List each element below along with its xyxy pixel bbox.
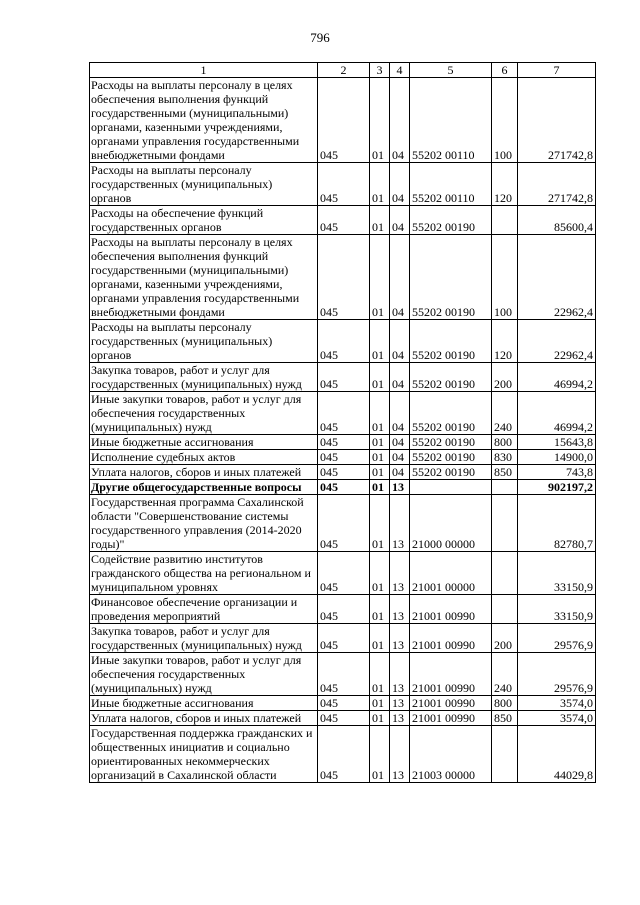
row-amount-cell: 29576,9 xyxy=(518,624,596,653)
row-target-article-cell: 21000 00000 xyxy=(410,495,492,552)
row-subsection-cell: 13 xyxy=(390,624,410,653)
table-row xyxy=(90,450,596,465)
row-expense-type-cell: 800 xyxy=(492,696,518,711)
row-target-article-cell: 55202 00190 xyxy=(410,450,492,465)
row-subsection-cell: 04 xyxy=(390,320,410,363)
table-row xyxy=(90,320,596,363)
row-section-cell: 01 xyxy=(370,595,390,624)
row-subsection-cell: 13 xyxy=(390,711,410,726)
row-name-cell: Иные закупки товаров, работ и услуг для обеспечения государственных (муниципальных) нужд xyxy=(90,392,318,435)
row-admin-code-cell: 045 xyxy=(318,624,370,653)
row-name-cell: Закупка товаров, работ и услуг для государственных (муниципальных) нужд xyxy=(90,363,318,392)
row-section-cell: 01 xyxy=(370,552,390,595)
row-name-cell: Государственная программа Сахалинской области "Совершенствование системы государственного управления (2014-2020 годы)" xyxy=(90,495,318,552)
table-row xyxy=(90,435,596,450)
row-subsection-cell: 13 xyxy=(390,552,410,595)
table-row xyxy=(90,392,596,435)
header-cell: 6 xyxy=(492,63,518,78)
row-admin-code-cell: 045 xyxy=(318,595,370,624)
row-section-cell: 01 xyxy=(370,653,390,696)
row-admin-code-cell: 045 xyxy=(318,235,370,320)
table-header-row xyxy=(90,63,596,78)
row-amount-cell: 33150,9 xyxy=(518,595,596,624)
row-name-cell: Государственная поддержка гражданских и общественных инициатив и социально ориентированных некоммерческих организаций в Сахалинской области xyxy=(90,726,318,783)
row-amount-cell: 743,8 xyxy=(518,465,596,480)
row-subsection-cell: 04 xyxy=(390,465,410,480)
row-section-cell: 01 xyxy=(370,465,390,480)
row-expense-type-cell: 850 xyxy=(492,465,518,480)
row-expense-type-cell: 100 xyxy=(492,78,518,163)
table-row xyxy=(90,480,596,495)
row-expense-type-cell xyxy=(492,552,518,595)
row-amount-cell: 82780,7 xyxy=(518,495,596,552)
row-expense-type-cell xyxy=(492,495,518,552)
row-admin-code-cell: 045 xyxy=(318,363,370,392)
table-row xyxy=(90,696,596,711)
row-expense-type-cell xyxy=(492,206,518,235)
header-cell: 4 xyxy=(390,63,410,78)
row-expense-type-cell: 240 xyxy=(492,392,518,435)
row-name-cell: Иные бюджетные ассигнования xyxy=(90,435,318,450)
table-row xyxy=(90,624,596,653)
row-target-article-cell: 55202 00190 xyxy=(410,235,492,320)
row-name-cell: Уплата налогов, сборов и иных платежей xyxy=(90,465,318,480)
row-admin-code-cell: 045 xyxy=(318,726,370,783)
row-name-cell: Уплата налогов, сборов и иных платежей xyxy=(90,711,318,726)
row-target-article-cell: 55202 00190 xyxy=(410,320,492,363)
row-admin-code-cell: 045 xyxy=(318,392,370,435)
row-admin-code-cell: 045 xyxy=(318,696,370,711)
row-admin-code-cell: 045 xyxy=(318,450,370,465)
row-expense-type-cell: 120 xyxy=(492,320,518,363)
row-amount-cell: 271742,8 xyxy=(518,78,596,163)
table-row xyxy=(90,711,596,726)
row-admin-code-cell: 045 xyxy=(318,465,370,480)
row-section-cell: 01 xyxy=(370,696,390,711)
row-subsection-cell: 13 xyxy=(390,696,410,711)
row-target-article-cell: 55202 00190 xyxy=(410,206,492,235)
row-target-article-cell: 21003 00000 xyxy=(410,726,492,783)
row-expense-type-cell: 200 xyxy=(492,363,518,392)
row-section-cell: 01 xyxy=(370,363,390,392)
row-name-cell: Расходы на выплаты персоналу государственных (муниципальных) органов xyxy=(90,320,318,363)
budget-table xyxy=(89,62,596,783)
table-row xyxy=(90,726,596,783)
row-subsection-cell: 13 xyxy=(390,726,410,783)
row-section-cell: 01 xyxy=(370,624,390,653)
row-name-cell: Иные бюджетные ассигнования xyxy=(90,696,318,711)
row-admin-code-cell: 045 xyxy=(318,495,370,552)
row-amount-cell: 22962,4 xyxy=(518,320,596,363)
row-subsection-cell: 04 xyxy=(390,363,410,392)
row-admin-code-cell: 045 xyxy=(318,552,370,595)
row-section-cell: 01 xyxy=(370,450,390,465)
row-section-cell: 01 xyxy=(370,495,390,552)
row-admin-code-cell: 045 xyxy=(318,163,370,206)
row-expense-type-cell: 850 xyxy=(492,711,518,726)
row-section-cell: 01 xyxy=(370,235,390,320)
row-name-cell: Расходы на выплаты персоналу в целях обеспечения выполнения функций государственными (муниципальными) органами, казенными учреждениями, органами управления государственными внебюджетными фондами xyxy=(90,235,318,320)
row-name-cell: Расходы на выплаты персоналу в целях обеспечения выполнения функций государственными (муниципальными) органами, казенными учреждениями, органами управления государственными внебюджетными фондами xyxy=(90,78,318,163)
row-section-cell: 01 xyxy=(370,78,390,163)
row-name-cell: Иные закупки товаров, работ и услуг для обеспечения государственных (муниципальных) нужд xyxy=(90,653,318,696)
row-expense-type-cell xyxy=(492,726,518,783)
row-subsection-cell: 04 xyxy=(390,163,410,206)
row-subsection-cell: 04 xyxy=(390,78,410,163)
table-row xyxy=(90,206,596,235)
row-expense-type-cell xyxy=(492,480,518,495)
row-section-cell: 01 xyxy=(370,726,390,783)
row-subsection-cell: 04 xyxy=(390,235,410,320)
row-amount-cell: 22962,4 xyxy=(518,235,596,320)
row-admin-code-cell: 045 xyxy=(318,711,370,726)
row-name-cell: Другие общегосударственные вопросы xyxy=(90,480,318,495)
row-amount-cell: 14900,0 xyxy=(518,450,596,465)
row-admin-code-cell: 045 xyxy=(318,653,370,696)
row-admin-code-cell: 045 xyxy=(318,78,370,163)
header-cell: 1 xyxy=(90,63,318,78)
row-subsection-cell: 13 xyxy=(390,595,410,624)
row-target-article-cell: 55202 00190 xyxy=(410,392,492,435)
table-row xyxy=(90,495,596,552)
row-expense-type-cell: 100 xyxy=(492,235,518,320)
row-amount-cell: 3574,0 xyxy=(518,696,596,711)
row-name-cell: Расходы на выплаты персоналу государственных (муниципальных) органов xyxy=(90,163,318,206)
row-amount-cell: 46994,2 xyxy=(518,392,596,435)
row-expense-type-cell: 800 xyxy=(492,435,518,450)
table-row xyxy=(90,78,596,163)
row-amount-cell: 44029,8 xyxy=(518,726,596,783)
row-expense-type-cell xyxy=(492,595,518,624)
row-name-cell: Расходы на обеспечение функций государственных органов xyxy=(90,206,318,235)
row-target-article-cell: 21001 00000 xyxy=(410,552,492,595)
page-number: 796 xyxy=(310,30,330,45)
row-amount-cell: 33150,9 xyxy=(518,552,596,595)
row-subsection-cell: 13 xyxy=(390,495,410,552)
header-cell: 2 xyxy=(318,63,370,78)
row-admin-code-cell: 045 xyxy=(318,480,370,495)
row-admin-code-cell: 045 xyxy=(318,435,370,450)
table-row xyxy=(90,465,596,480)
row-amount-cell: 46994,2 xyxy=(518,363,596,392)
row-target-article-cell xyxy=(410,480,492,495)
row-amount-cell: 271742,8 xyxy=(518,163,596,206)
row-target-article-cell: 55202 00110 xyxy=(410,163,492,206)
row-amount-cell: 3574,0 xyxy=(518,711,596,726)
table-row xyxy=(90,235,596,320)
row-admin-code-cell: 045 xyxy=(318,206,370,235)
header-cell: 5 xyxy=(410,63,492,78)
row-section-cell: 01 xyxy=(370,206,390,235)
table-row xyxy=(90,363,596,392)
row-subsection-cell: 04 xyxy=(390,392,410,435)
row-expense-type-cell: 830 xyxy=(492,450,518,465)
row-subsection-cell: 04 xyxy=(390,206,410,235)
row-target-article-cell: 21001 00990 xyxy=(410,711,492,726)
row-target-article-cell: 55202 00110 xyxy=(410,78,492,163)
row-target-article-cell: 21001 00990 xyxy=(410,595,492,624)
row-subsection-cell: 13 xyxy=(390,653,410,696)
row-amount-cell: 15643,8 xyxy=(518,435,596,450)
row-section-cell: 01 xyxy=(370,435,390,450)
row-section-cell: 01 xyxy=(370,480,390,495)
header-cell: 3 xyxy=(370,63,390,78)
row-name-cell: Финансовое обеспечение организации и проведения мероприятий xyxy=(90,595,318,624)
row-subsection-cell: 04 xyxy=(390,435,410,450)
table-row xyxy=(90,653,596,696)
table-row xyxy=(90,552,596,595)
row-section-cell: 01 xyxy=(370,320,390,363)
row-target-article-cell: 21001 00990 xyxy=(410,653,492,696)
row-target-article-cell: 55202 00190 xyxy=(410,435,492,450)
row-name-cell: Содействие развитию институтов гражданского общества на региональном и муниципальном уровнях xyxy=(90,552,318,595)
row-section-cell: 01 xyxy=(370,163,390,206)
row-target-article-cell: 21001 00990 xyxy=(410,624,492,653)
row-target-article-cell: 21001 00990 xyxy=(410,696,492,711)
row-subsection-cell: 04 xyxy=(390,450,410,465)
table-row xyxy=(90,595,596,624)
row-name-cell: Закупка товаров, работ и услуг для государственных (муниципальных) нужд xyxy=(90,624,318,653)
row-subsection-cell: 13 xyxy=(390,480,410,495)
row-amount-cell: 902197,2 xyxy=(518,480,596,495)
row-admin-code-cell: 045 xyxy=(318,320,370,363)
table-row xyxy=(90,163,596,206)
row-expense-type-cell: 240 xyxy=(492,653,518,696)
row-expense-type-cell: 120 xyxy=(492,163,518,206)
row-name-cell: Исполнение судебных актов xyxy=(90,450,318,465)
row-amount-cell: 85600,4 xyxy=(518,206,596,235)
row-amount-cell: 29576,9 xyxy=(518,653,596,696)
header-cell: 7 xyxy=(518,63,596,78)
row-expense-type-cell: 200 xyxy=(492,624,518,653)
row-section-cell: 01 xyxy=(370,392,390,435)
row-section-cell: 01 xyxy=(370,711,390,726)
row-target-article-cell: 55202 00190 xyxy=(410,363,492,392)
row-target-article-cell: 55202 00190 xyxy=(410,465,492,480)
